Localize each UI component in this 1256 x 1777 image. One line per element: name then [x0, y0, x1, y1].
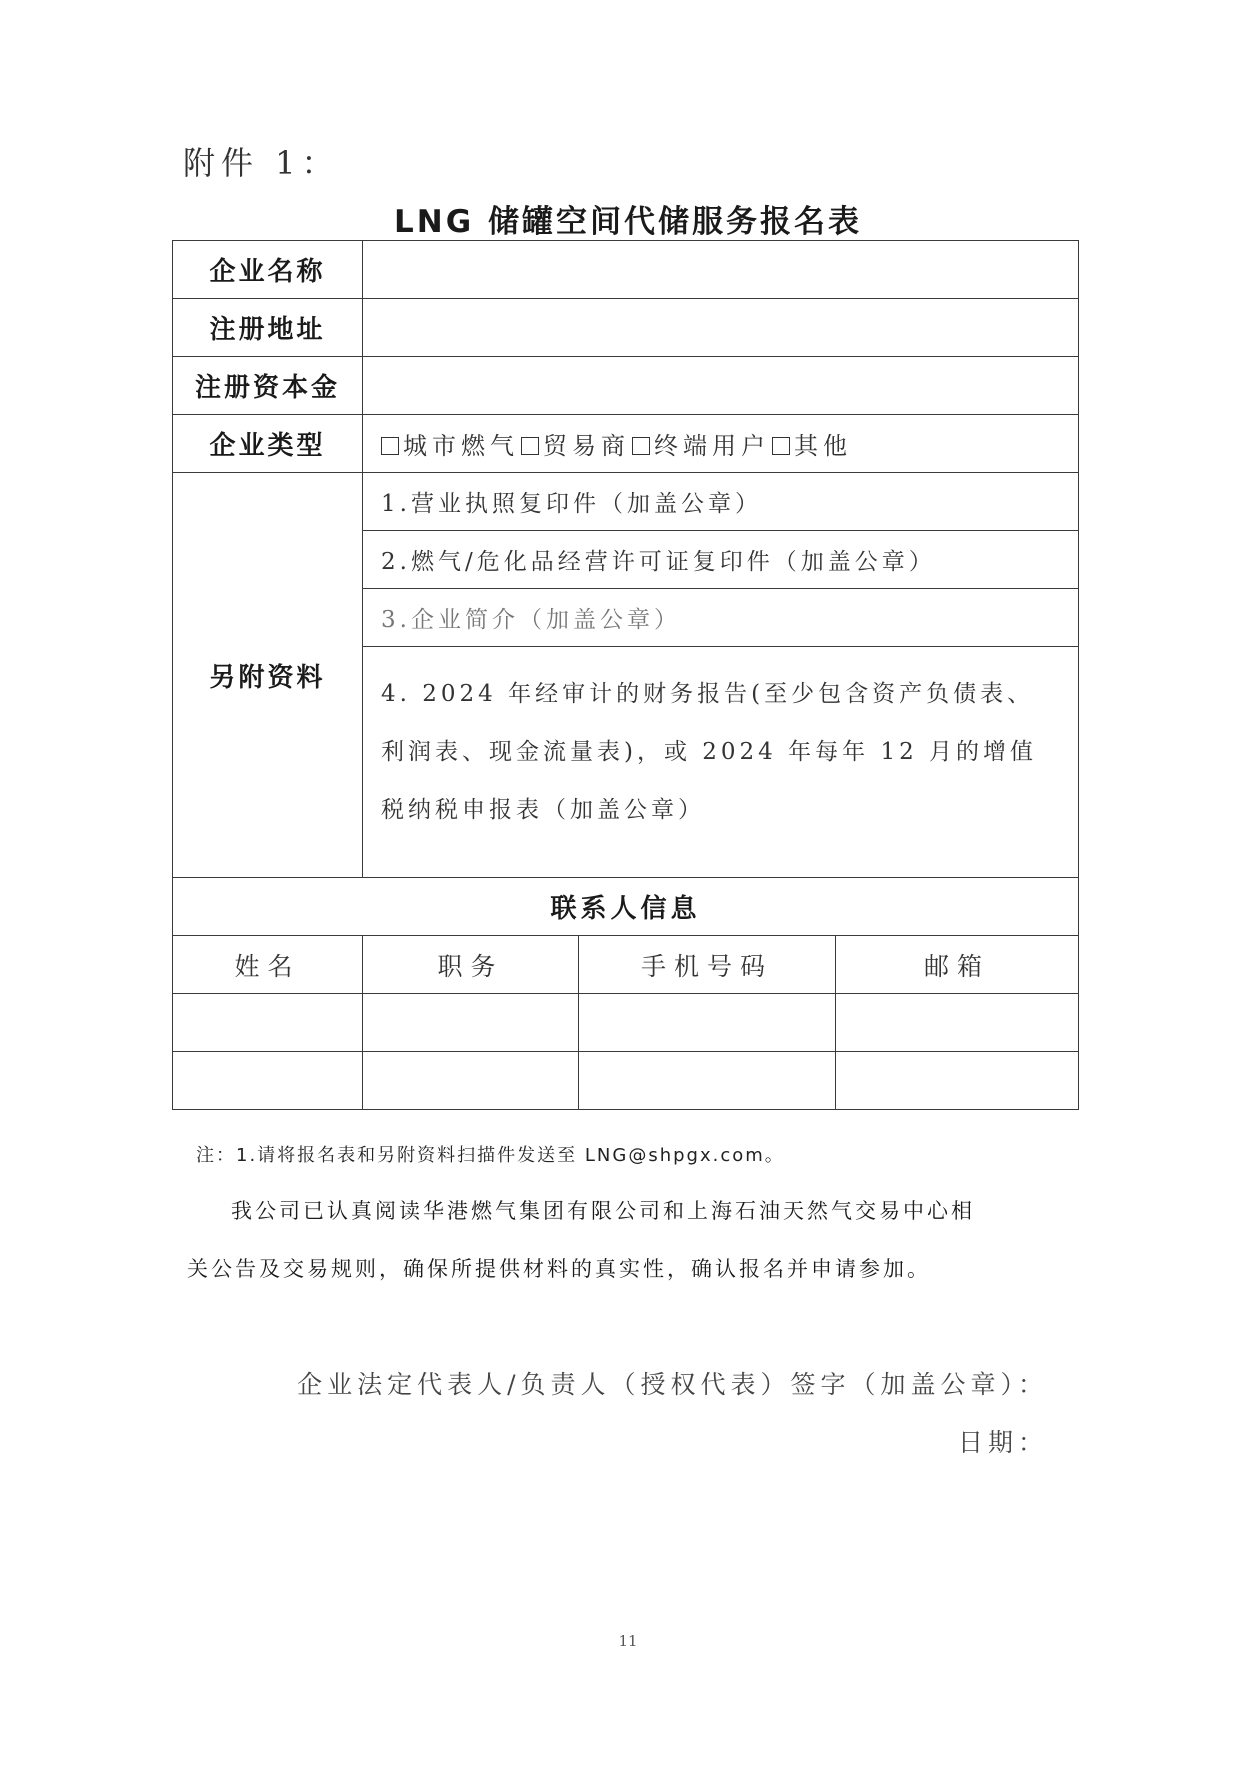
registered-capital-label: 注册资本金 [173, 357, 363, 415]
company-type-label: 企业类型 [173, 415, 363, 473]
contact-email-cell[interactable] [836, 994, 1079, 1052]
attachments-label: 另附资料 [173, 473, 363, 878]
company-name-label: 企业名称 [173, 241, 363, 299]
column-header-position: 职务 [363, 936, 579, 994]
declaration-line-1: 我公司已认真阅读华港燃气集团有限公司和上海石油天然气交易中心相 [231, 1199, 975, 1223]
contact-phone-cell[interactable] [579, 1052, 836, 1110]
company-type-option-city-gas[interactable] [381, 432, 519, 460]
company-type-options [363, 415, 1079, 473]
column-header-email: 邮箱 [836, 936, 1079, 994]
attachment-item-4: 4. 2024 年经审计的财务报告(至少包含资产负债表、利润表、现金流量表)，或 2024 年每年 12 月的增值税纳税申报表（加盖公章） [363, 647, 1079, 878]
contact-position-cell[interactable] [363, 1052, 579, 1110]
attachment-label: 附件 1： [183, 144, 340, 182]
company-type-option-trader[interactable] [521, 432, 630, 460]
declaration-line-2: 关公告及交易规则，确保所提供材料的真实性，确认报名并申请参加。 [187, 1257, 931, 1281]
company-type-option-label: 贸易商 [543, 432, 630, 460]
submission-note: 注：1.请将报名表和另附资料扫描件发送至 LNG@shpgx.com。 [196, 1145, 785, 1166]
attachment-item-3: 3.企业简介（加盖公章） [363, 589, 1079, 647]
registered-address-label: 注册地址 [173, 299, 363, 357]
contact-phone-cell[interactable] [579, 994, 836, 1052]
company-name-field[interactable] [363, 241, 1079, 299]
column-header-name: 姓名 [173, 936, 363, 994]
contact-email-cell[interactable] [836, 1052, 1079, 1110]
company-type-option-label: 其他 [794, 432, 852, 460]
checkbox-icon[interactable] [772, 437, 790, 455]
date-label: 日期： [957, 1428, 1048, 1457]
page-number: 11 [618, 1632, 638, 1650]
company-type-option-label: 城市燃气 [403, 432, 519, 460]
contact-name-cell[interactable] [173, 1052, 363, 1110]
contact-row [173, 994, 1079, 1052]
company-type-option-end-user[interactable] [632, 432, 770, 460]
checkbox-icon[interactable] [521, 437, 539, 455]
contact-row [173, 1052, 1079, 1110]
company-type-option-label: 终端用户 [654, 432, 770, 460]
checkbox-icon[interactable] [381, 437, 399, 455]
column-header-phone: 手机号码 [579, 936, 836, 994]
contact-section-title: 联系人信息 [173, 878, 1079, 936]
registered-capital-field[interactable] [363, 357, 1079, 415]
contact-position-cell[interactable] [363, 994, 579, 1052]
registered-address-field[interactable] [363, 299, 1079, 357]
company-type-option-other[interactable] [772, 432, 852, 460]
contact-name-cell[interactable] [173, 994, 363, 1052]
attachment-item-1: 1.营业执照复印件（加盖公章） [363, 473, 1079, 531]
registration-form-table [172, 240, 1079, 1110]
attachment-item-2: 2.燃气/危化品经营许可证复印件（加盖公章） [363, 531, 1079, 589]
checkbox-icon[interactable] [632, 437, 650, 455]
form-title: LNG 储罐空间代储服务报名表 [394, 204, 862, 240]
signature-label: 企业法定代表人/负责人（授权代表）签字（加盖公章）： [297, 1370, 1048, 1399]
